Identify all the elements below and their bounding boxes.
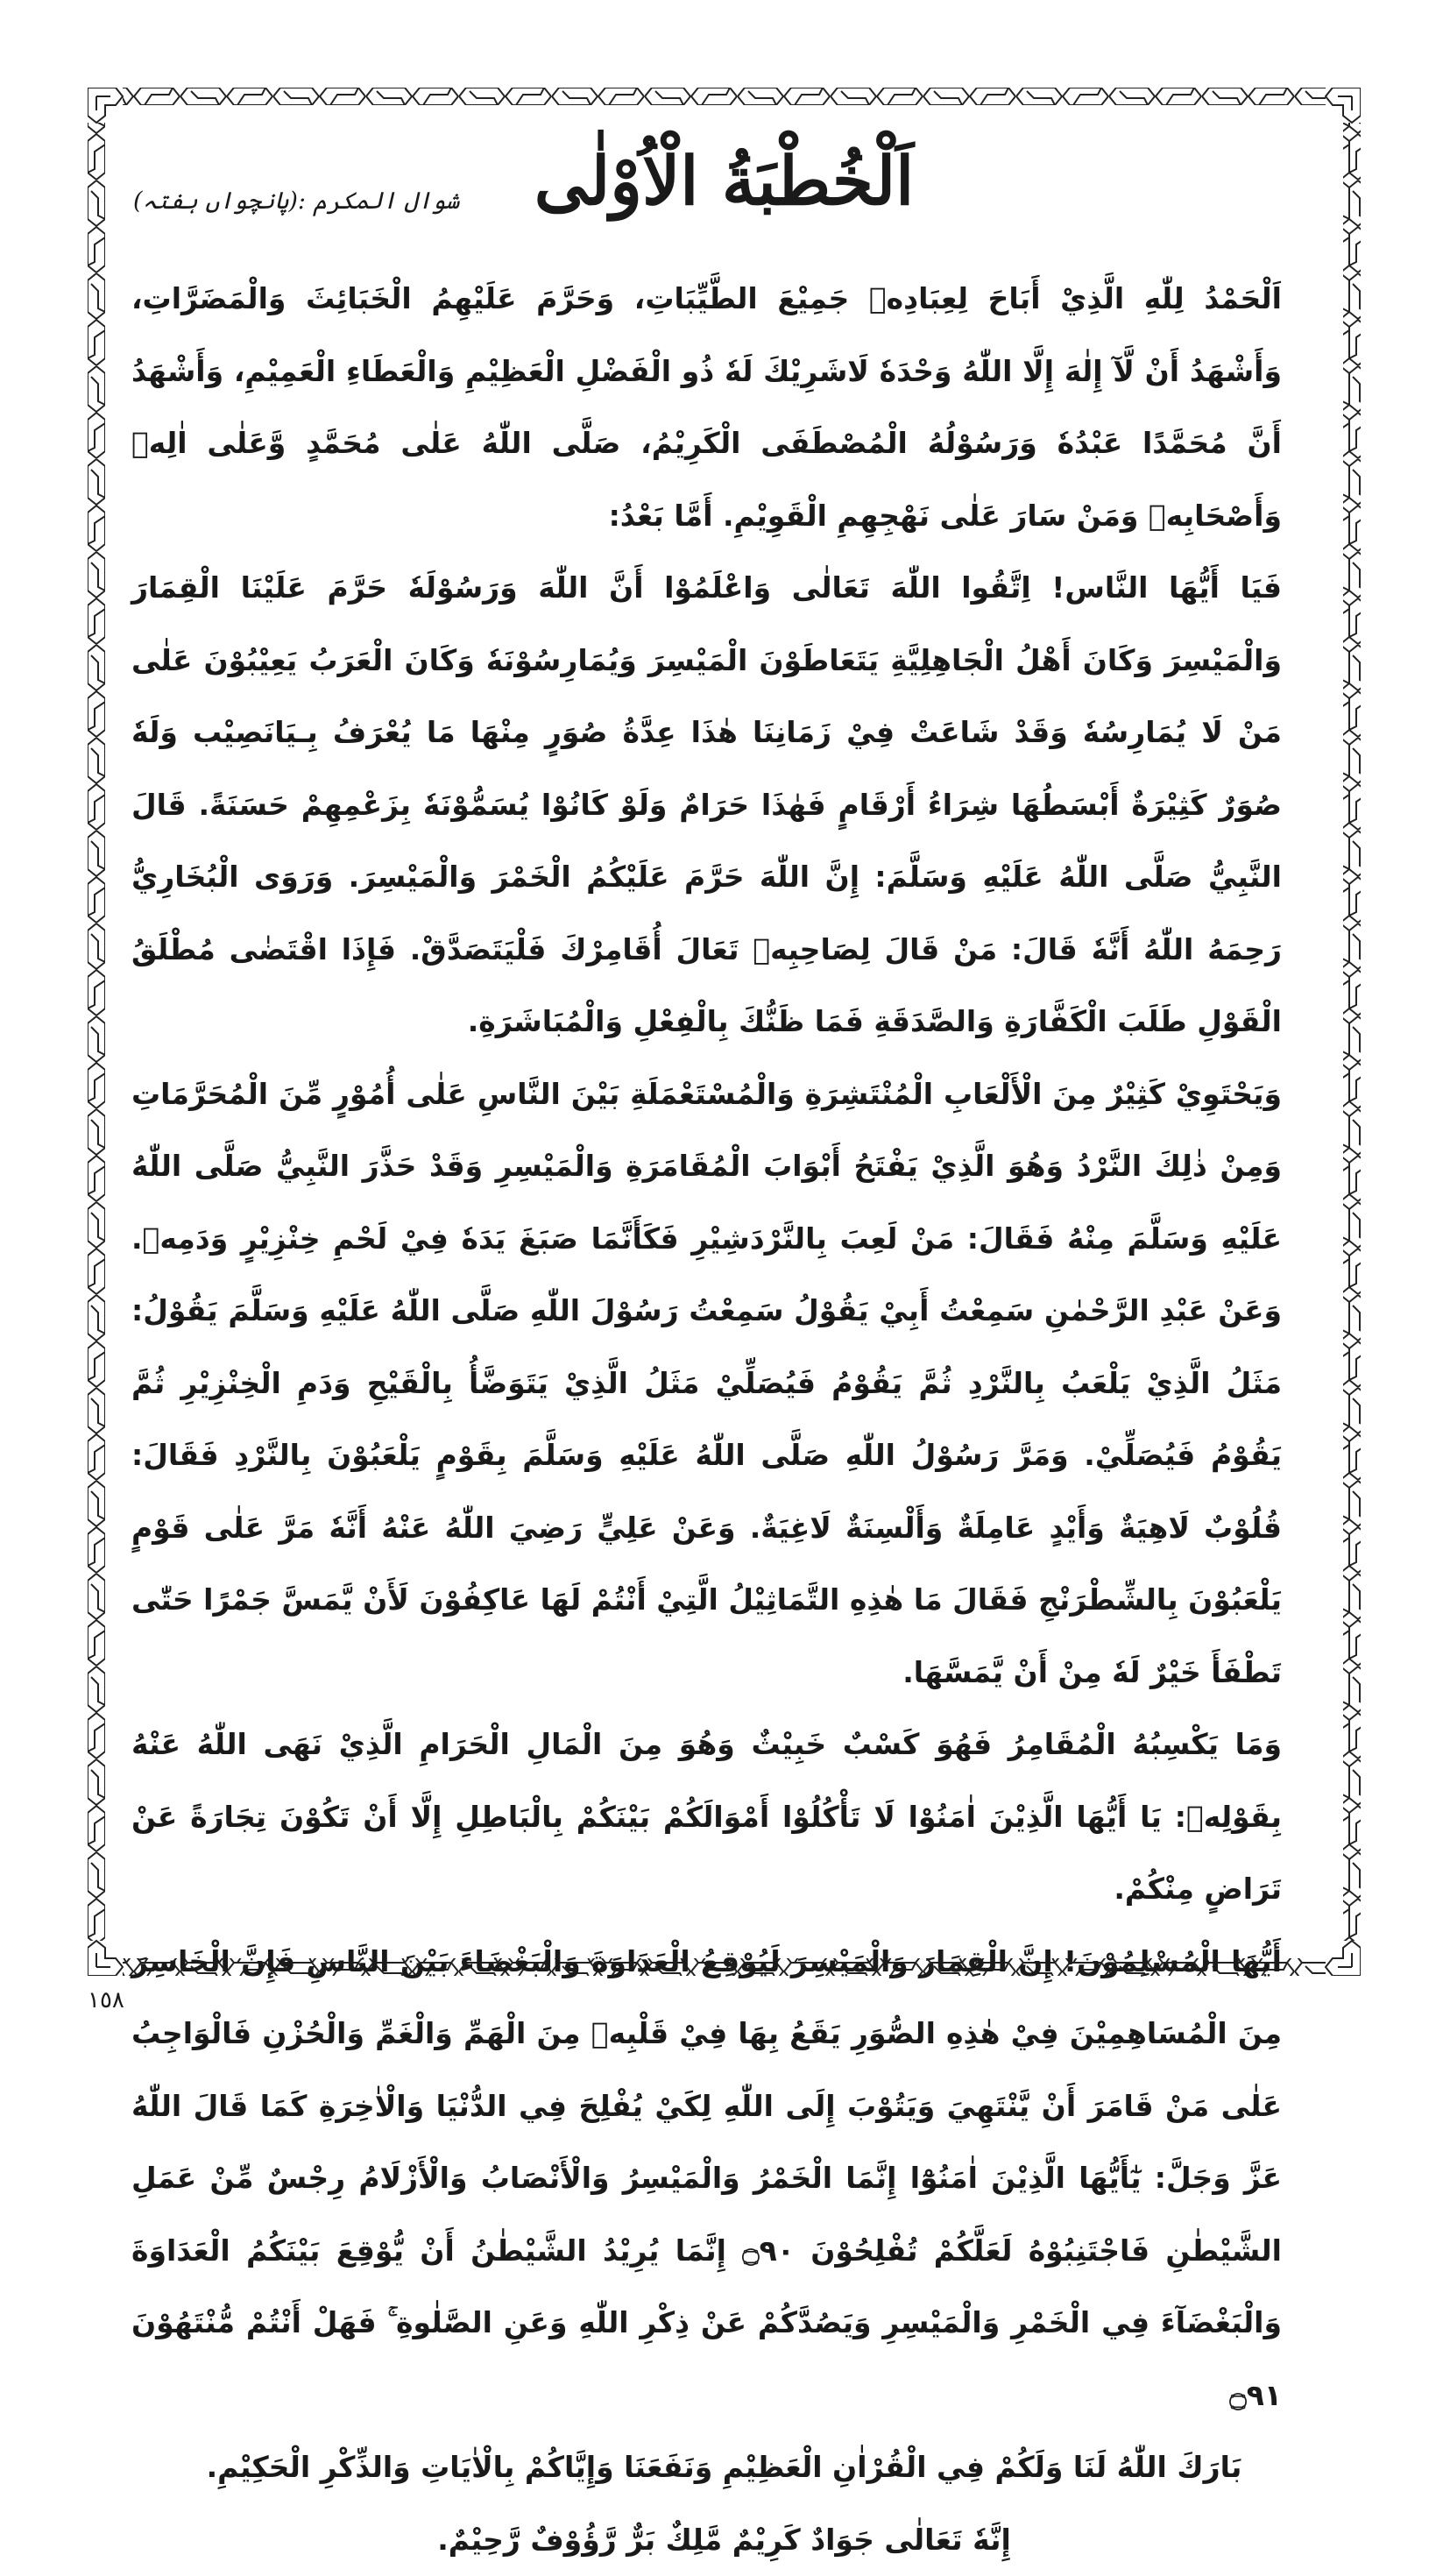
sermon-body xyxy=(131,263,1317,2576)
paragraph-gambling-prohibition: فَيَا أَيُّهَا النَّاس! اِتَّقُوا اللّٰهَ تَعَالٰى وَاعْلَمُوْا أَنَّ اللّٰهَ وَرَسُوْلَهٗ حَرَّمَ عَلَيْنَا الْقِمَارَ وَالْمَيْسِرَ وَكَانَ أَهْلُ الْجَاهِلِيَّةِ يَتَعَاطَوْنَ الْمَيْسِرَ وَيُمَارِسُوْنَهٗ وَكَانَ الْعَرَبُ يَعِيْبُوْنَ عَلٰى مَنْ لَا يُمَارِسُهٗ وَقَدْ شَاعَتْ فِيْ زَمَانِنَا هٰذَا عِدَّةُ صُوَرٍ مِنْهَا مَا يُعْرَفُ بِـيَانَصِيْب وَلَهٗ صُوَرٌ كَثِيْرَةٌ أَبْسَطُهَا شِرَاءُ أَرْقَامٍ فَهٰذَا حَرَامٌ وَلَوْ كَانُوْا يُسَمُّوْنَهٗ بِزَعْمِهِمْ حَسَنَةً. قَالَ النَّبِيُّ صَلَّى اللّٰهُ عَلَيْهِ وَسَلَّمَ: إِنَّ اللّٰهَ حَرَّمَ عَلَيْكُمُ الْخَمْرَ وَالْمَيْسِرَ. وَرَوَى الْبُخَارِيُّ رَحِمَهُ اللّٰهُ أَنَّهٗ قَالَ: مَنْ قَالَ لِصَاحِبِهٖ تَعَالَ أُقَامِرْكَ فَلْيَتَصَدَّقْ. فَإِذَا اقْتَضٰى مُطْلَقُ الْقَوْلِ طَلَبَ الْكَفَّارَةِ وَالصَّدَقَةِ فَمَا ظَنُّكَ بِالْفِعْلِ وَالْمُبَاشَرَةِ. xyxy=(131,552,1317,1058)
week-label: شوال المكرم :(پانچواں ہفتہ) xyxy=(133,188,459,215)
opening-paragraph: اَلْحَمْدُ لِلّٰهِ الَّذِيْ أَبَاحَ لِعِبَادِهٖ جَمِيْعَ الطَّيِّبَاتِ، وَحَرَّمَ عَلَيْهِمُ الْخَبَائِثَ وَالْمَضَرَّاتِ، وَأَشْهَدُ أَنْ لَّآ إِلٰهَ إِلَّا اللّٰهُ وَحْدَهٗ لَاشَرِيْكَ لَهٗ ذُو الْفَضْلِ الْعَظِيْمِ وَالْعَطَاءِ الْعَمِيْمِ، وَأَشْهَدُ أَنَّ مُحَمَّدًا عَبْدُهٗ وَرَسُوْلُهُ الْمُصْطَفَى الْكَرِيْمُ، صَلَّى اللّٰهُ عَلٰى مُحَمَّدٍ وَّعَلٰى اٰلِهٖ وَأَصْحَابِهٖ وَمَنْ سَارَ عَلٰى نَهْجِهِمِ الْقَوِيْمِ. أَمَّا بَعْدُ: xyxy=(131,263,1317,552)
page-header xyxy=(131,131,1317,263)
closing-praise: إِنَّهٗ تَعَالٰى جَوَادٌ كَرِيْمٌ مَّلِكٌ بَرٌّ رَّؤُوْفٌ رَّحِيْمٌ. xyxy=(131,2504,1317,2576)
paragraph-unlawful-earnings: وَمَا يَكْسِبُهُ الْمُقَامِرُ فَهُوَ كَسْبٌ خَبِيْثٌ وَهُوَ مِنَ الْمَالِ الْحَرَامِ الَّذِيْ نَهَى اللّٰهُ عَنْهُ بِقَوْلِهٖ: يَا أَيُّهَا الَّذِيْنَ اٰمَنُوْا لَا تَأْكُلُوْا أَمْوَالَكُمْ بَيْنَكُمْ بِالْبَاطِلِ إِلَّا أَنْ تَكُوْنَ تِجَارَةً عَنْ تَرَاضٍ مِنْكُمْ. xyxy=(131,1709,1317,1926)
paragraph-games-dice: وَيَحْتَوِيْ كَثِيْرٌ مِنَ الْأَلْعَابِ الْمُنْتَشِرَةِ وَالْمُسْتَعْمَلَةِ بَيْنَ النَّاسِ عَلٰى أُمُوْرٍ مِّنَ الْمُحَرَّمَاتِ وَمِنْ ذٰلِكَ النَّرْدُ وَهُوَ الَّذِيْ يَفْتَحُ أَبْوَابَ الْمُقَامَرَةِ وَالْمَيْسِرِ وَقَدْ حَذَّرَ النَّبِيُّ صَلَّى اللّٰهُ عَلَيْهِ وَسَلَّمَ مِنْهُ فَقَالَ: مَنْ لَعِبَ بِالنَّرْدَشِيْرِ فَكَأَنَّمَا صَبَغَ يَدَهٗ فِيْ لَحْمِ خِنْزِيْرٍ وَدَمِهٖ. وَعَنْ عَبْدِ الرَّحْمٰنِ سَمِعْتُ أَبِيْ يَقُوْلُ سَمِعْتُ رَسُوْلَ اللّٰهِ صَلَّى اللّٰهُ عَلَيْهِ وَسَلَّمَ يَقُوْلُ: مَثَلُ الَّذِيْ يَلْعَبُ بِالنَّرْدِ ثُمَّ يَقُوْمُ فَيُصَلِّيْ مَثَلُ الَّذِيْ يَتَوَضَّأُ بِالْقَيْحِ وَدَمِ الْخِنْزِيْرِ ثُمَّ يَقُوْمُ فَيُصَلِّيْ. وَمَرَّ رَسُوْلُ اللّٰهِ صَلَّى اللّٰهُ عَلَيْهِ وَسَلَّمَ بِقَوْمٍ يَلْعَبُوْنَ بِالنَّرْدِ فَقَالَ: قُلُوْبٌ لَاهِيَةٌ وَأَيْدٍ عَامِلَةٌ وَأَلْسِنَةٌ لَاغِيَةٌ. وَعَنْ عَلِيٍّ رَضِيَ اللّٰهُ عَنْهُ أَنَّهٗ مَرَّ عَلٰى قَوْمٍ يَلْعَبُوْنَ بِالشِّطْرَنْجِ فَقَالَ مَا هٰذِهِ التَّمَاثِيْلُ الَّتِيْ أَنْتُمْ لَهَا عَاكِفُوْنَ لَأَنْ يَّمَسَّ جَمْرًا حَتّٰى تَطْفَأَ خَيْرٌ لَهٗ مِنْ أَنْ يَّمَسَّهَا. xyxy=(131,1058,1317,1709)
paragraph-quranic-verse: أَيُّهَا الْمُسْلِمُوْنَ! إِنَّ الْقِمَارَ وَالْمَيْسِرَ لَيُوْقِعُ الْعَدَاوَةَ وَالْبَغْضَاءَ بَيْنَ النَّاسِ فَإِنَّ الْخَاسِرَ مِنَ الْمُسَاهِمِيْنَ فِيْ هٰذِهِ الصُّوَرِ يَقَعُ بِهَا فِيْ قَلْبِهٖ مِنَ الْهَمِّ وَالْغَمِّ وَالْحُزْنِ فَالْوَاجِبُ عَلٰى مَنْ قَامَرَ أَنْ يَّنْتَهِيَ وَيَتُوْبَ إِلَى اللّٰهِ لِكَيْ يُفْلِحَ فِي الدُّنْيَا وَالْاٰخِرَةِ كَمَا قَالَ اللّٰهُ عَزَّ وَجَلَّ: يٰٓأَيُّهَا الَّذِيْنَ اٰمَنُوْٓا إِنَّمَا الْخَمْرُ وَالْمَيْسِرُ وَالْأَنْصَابُ وَالْأَزْلَامُ رِجْسٌ مِّنْ عَمَلِ الشَّيْطٰنِ فَاجْتَنِبُوْهُ لَعَلَّكُمْ تُفْلِحُوْنَ ۝٩٠ إِنَّمَا يُرِيْدُ الشَّيْطٰنُ أَنْ يُّوْقِعَ بَيْنَكُمُ الْعَدَاوَةَ وَالْبَغْضَآءَ فِي الْخَمْرِ وَالْمَيْسِرِ وَيَصُدَّكُمْ عَنْ ذِكْرِ اللّٰهِ وَعَنِ الصَّلٰوةِ ۚ فَهَلْ أَنْتُمْ مُّنْتَهُوْنَ ۝٩١ xyxy=(131,1926,1317,2432)
sermon-title-text: اَلْخُطْبَةُ الْاُوْلٰى xyxy=(534,138,914,225)
page-number: ١٥٨ xyxy=(88,1987,124,2013)
sermon-page xyxy=(131,131,1317,1932)
closing-blessing: بَارَكَ اللّٰهُ لَنَا وَلَكُمْ فِي الْقُرْاٰنِ الْعَظِيْمِ وَنَفَعَنَا وَإِيَّاكُمْ بِالْاٰيَاتِ وَالذِّكْرِ الْحَكِيْمِ. xyxy=(131,2431,1317,2504)
